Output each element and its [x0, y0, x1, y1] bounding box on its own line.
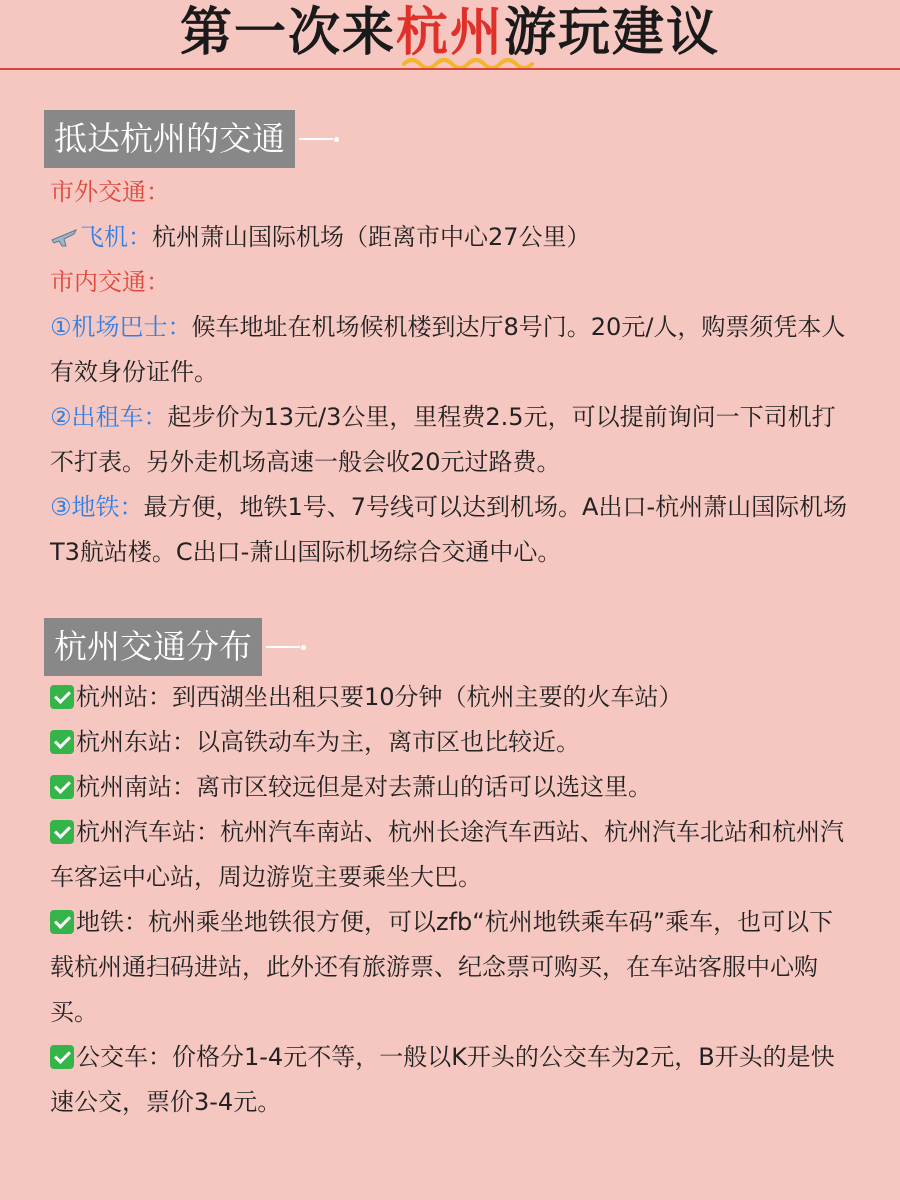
list-item-taxi: [50, 395, 850, 485]
item-label: ①机场巴士：: [50, 313, 192, 341]
item-text: 候车地址在机场候机楼到达厅8号门。20元/人，购票须凭本人有效身份证件。: [50, 313, 846, 386]
check-mark-icon: [50, 910, 74, 934]
item-label: 杭州东站：: [76, 728, 196, 756]
check-mark-icon: [50, 1045, 74, 1069]
item-label: 杭州汽车站：: [76, 818, 220, 846]
airplane-icon: [50, 226, 78, 248]
item-text: 杭州汽车南站、杭州长途汽车西站、杭州汽车北站和杭州汽车客运中心站，周边游览主要乘坐大巴。: [50, 818, 844, 891]
heading-line: [299, 138, 333, 140]
arrival-content: [50, 170, 850, 575]
title-pre: 第一次来: [179, 3, 396, 63]
title-rule: [0, 68, 900, 70]
check-mark-icon: [50, 730, 74, 754]
item-label: ③地铁：: [50, 493, 144, 521]
section-heading-label: 抵达杭州的交通: [44, 110, 295, 168]
item-label: 公交车：: [76, 1043, 172, 1071]
title-post: 游玩建议: [504, 3, 721, 63]
item-text: 离市区较远但是对去萧山的话可以选这里。: [196, 773, 652, 801]
heading-line: [266, 646, 300, 648]
item-text: 最方便，地铁1号、7号线可以达到机场。A出口-杭州萧山国际机场T3航站楼。C出口-萧山国际机场综合交通中心。: [50, 493, 848, 566]
item-text: 以高铁动车为主，离市区也比较近。: [196, 728, 580, 756]
list-item-metro: [50, 900, 850, 1035]
list-item-metro: [50, 485, 850, 575]
item-text: 杭州乘坐地铁很方便，可以zfb“杭州地铁乘车码”乘车，也可以下载杭州通扫码进站，此外还有旅游票、纪念票可购买，在车站客服中心购买。: [50, 908, 834, 1026]
item-text: 价格分1-4元不等，一般以K开头的公交车为2元，B开头的是快速公交，票价3-4元。: [50, 1043, 835, 1116]
heading-dot: [334, 137, 339, 142]
section-heading-label: 杭州交通分布: [44, 618, 262, 676]
plane-line: [50, 215, 850, 260]
list-item-east-station: [50, 720, 850, 765]
title-highlight: 杭州: [395, 3, 504, 63]
list-item-airport-bus: [50, 305, 850, 395]
list-item-south-station: [50, 765, 850, 810]
check-mark-icon: [50, 685, 74, 709]
check-mark-icon: [50, 820, 74, 844]
check-mark-icon: [50, 775, 74, 799]
section-heading-distribution: [44, 618, 306, 676]
item-label: 地铁：: [76, 908, 148, 936]
distribution-content: [50, 675, 850, 1125]
item-text: 起步价为13元/3公里，里程费2.5元，可以提前询问一下司机打不打表。另外走机场高速一般会收20元过路费。: [50, 403, 836, 476]
item-label: 杭州站：: [76, 683, 172, 711]
item-label: ②出租车：: [50, 403, 168, 431]
heading-dot: [301, 645, 306, 650]
list-item-city-bus: [50, 1035, 850, 1125]
inner-transport-label: 市内交通：: [50, 268, 170, 296]
plane-text: 杭州萧山国际机场（距离市中心27公里）: [152, 223, 591, 251]
section-heading-arrival: [44, 110, 339, 168]
plane-label: 飞机：: [80, 223, 152, 251]
list-item-hangzhou-station: [50, 675, 850, 720]
outer-transport-label: 市外交通：: [50, 178, 170, 206]
item-text: 到西湖坐出租只要10分钟（杭州主要的火车站）: [172, 683, 683, 711]
list-item-bus-station: [50, 810, 850, 900]
item-label: 杭州南站：: [76, 773, 196, 801]
title-bar: [0, 0, 900, 70]
